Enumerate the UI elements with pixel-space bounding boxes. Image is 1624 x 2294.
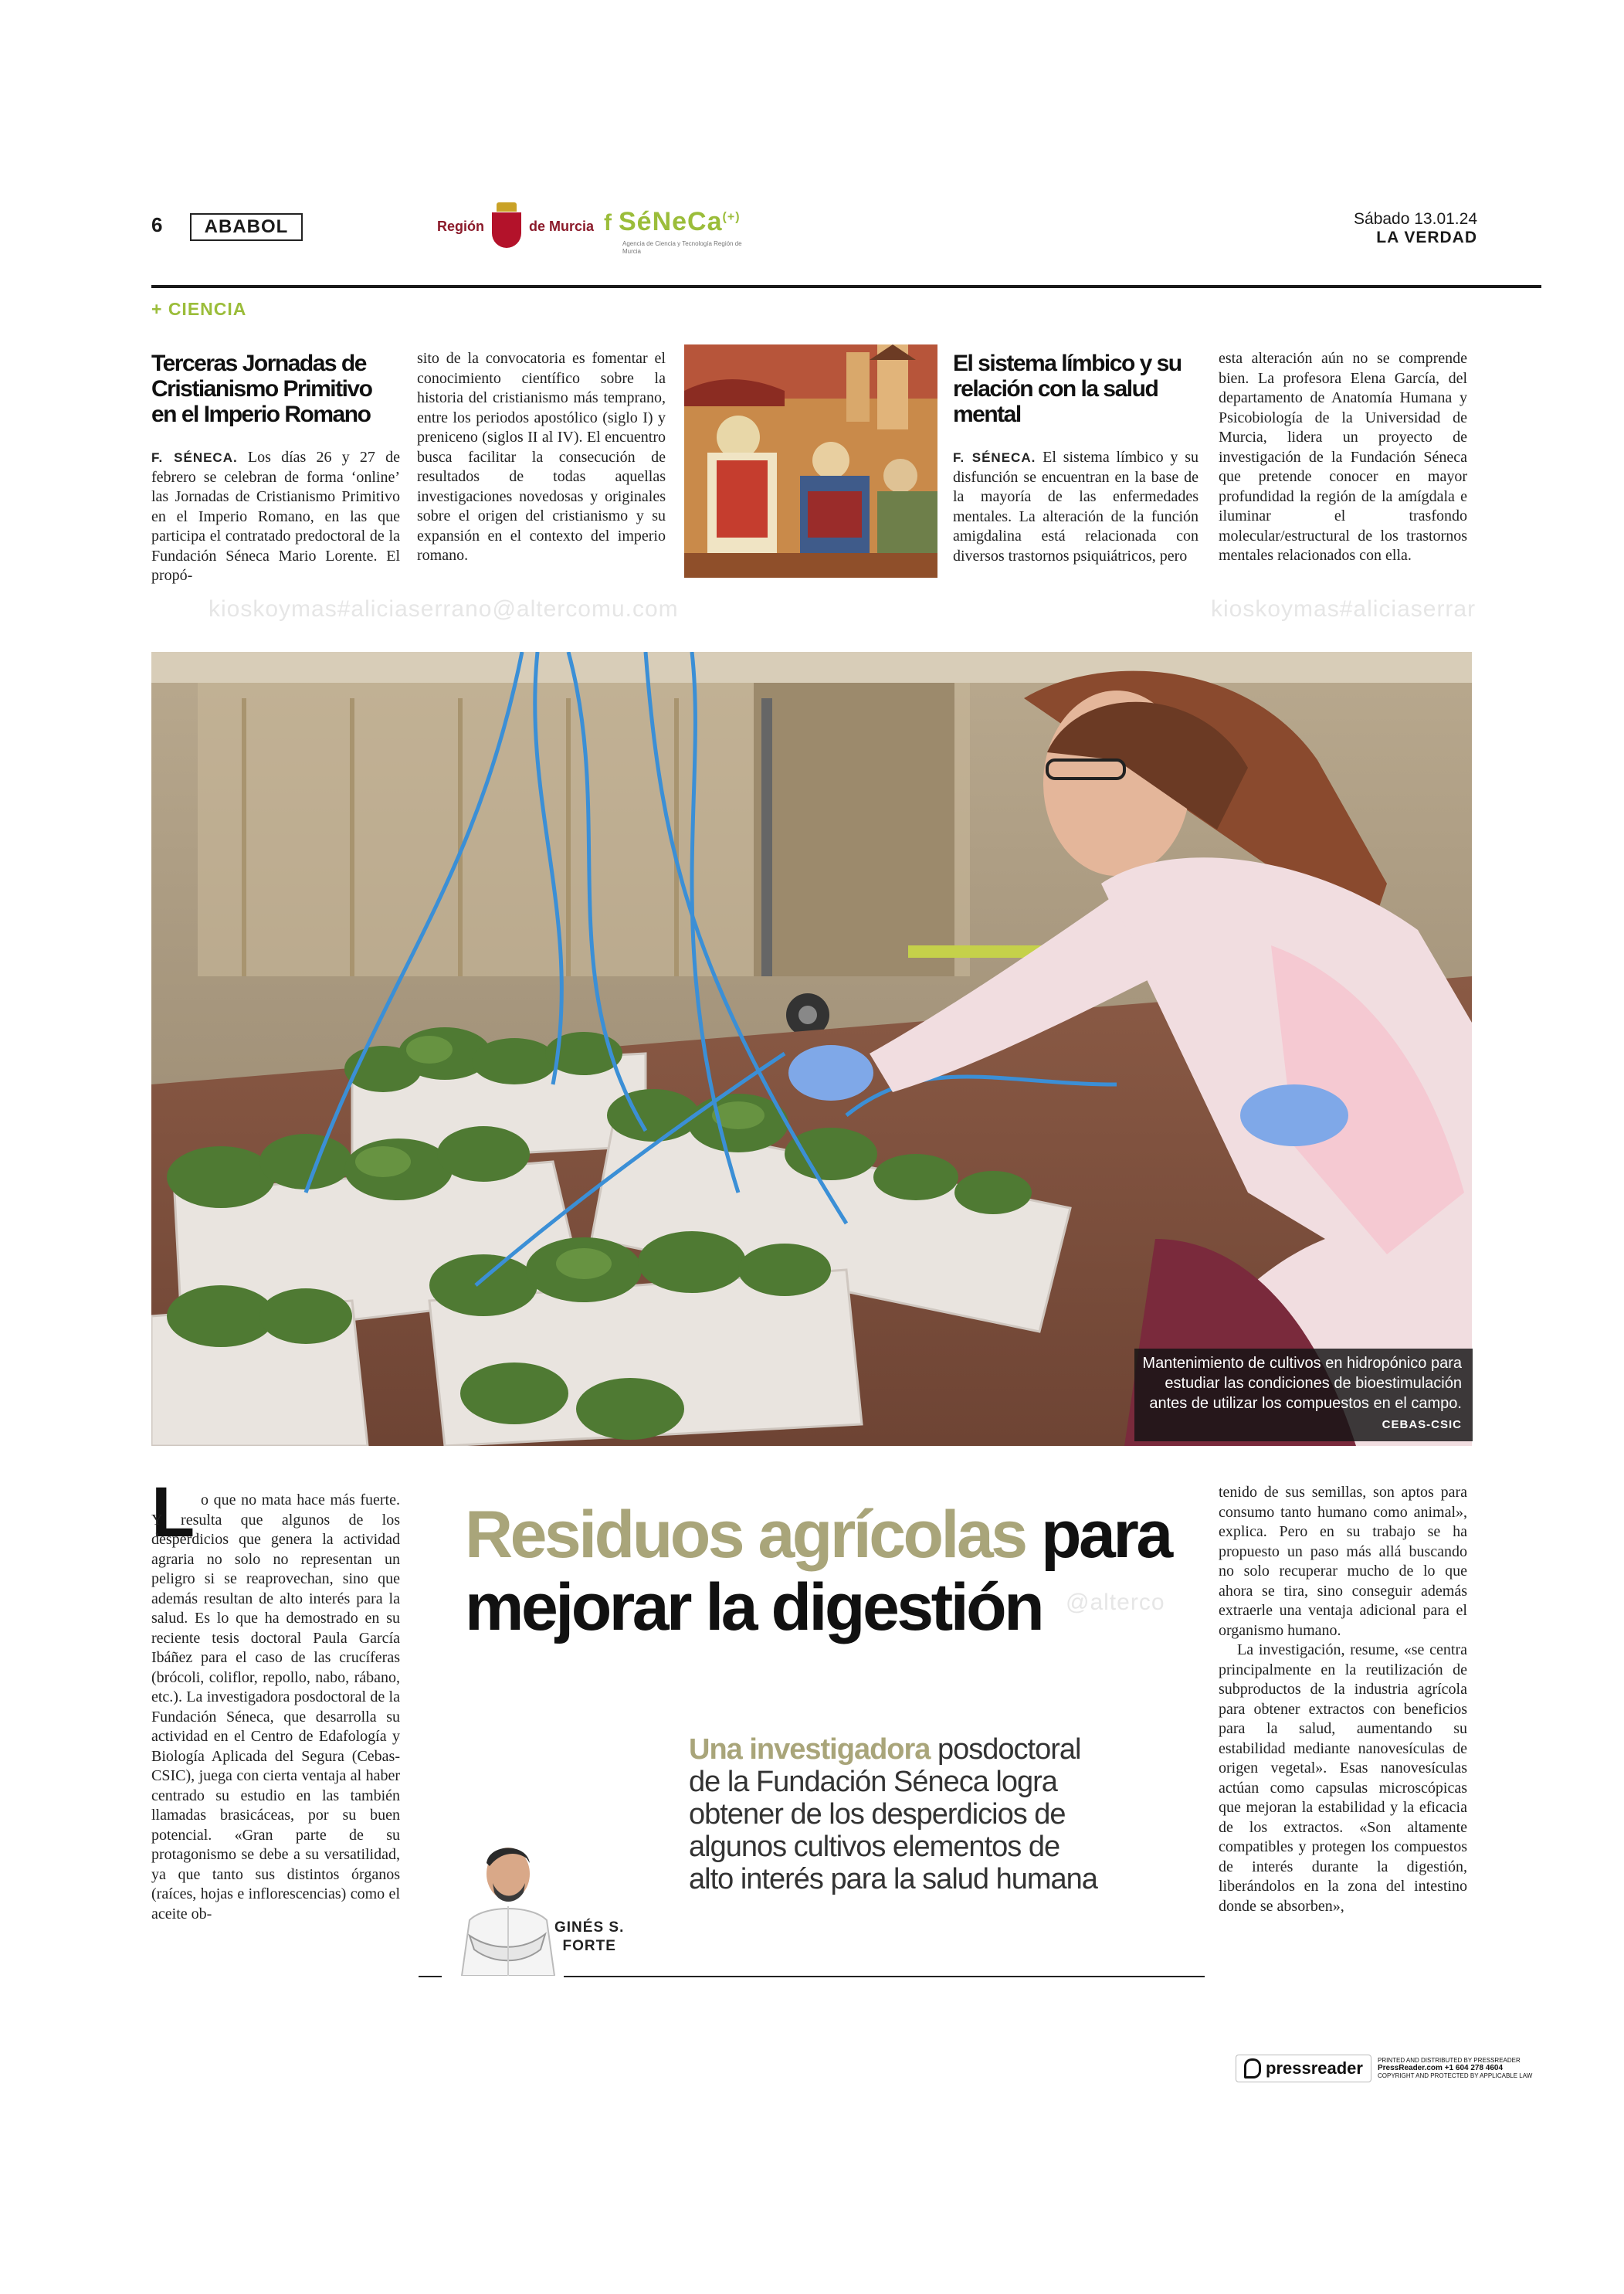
brief-headline: Terceras Jornadas de Cristianismo Primitivo en el Imperio Romano (151, 351, 372, 427)
article-headline (465, 1498, 1206, 1644)
legal-line: PressReader.com +1 604 278 4604 (1377, 2064, 1504, 2072)
newspaper-name: LA VERDAD (1376, 229, 1477, 246)
legal-line: COPYRIGHT AND PROTECTED BY APPLICABLE LAW (1377, 2072, 1533, 2079)
subhead-accent: Una investigadora (689, 1733, 931, 1766)
watermark: @alterco (1066, 1590, 1165, 1615)
photo-caption (1134, 1349, 1473, 1441)
medieval-painting-image (684, 344, 937, 578)
watermark: kioskoymas#aliciaserrar (1211, 596, 1477, 622)
subhead-rest: posdoctoral de la Fundación Séneca logra obtener de los desperdicios de algunos cultivos elementos de alto interés para la salud humana (689, 1733, 1097, 1895)
hydroponic-lab-photo (151, 652, 1472, 1446)
author-line: FORTE (562, 1938, 616, 1954)
headline-rest: para mejorar la digestión (465, 1498, 1171, 1644)
seneca-name: SéNeCa (619, 207, 723, 236)
watermark: kioskoymas#aliciaserrano@altercomu.com (209, 596, 679, 622)
brief-byline: F. SÉNECA. (151, 450, 238, 465)
issue-date (1354, 210, 1477, 247)
seneca-plus: (+) (722, 210, 741, 224)
murcia-crest-icon (492, 202, 521, 250)
brief-column: sito de la convocatoria es fomentar el conocimiento científico sobre la historia del cristianismo más temprano, entre los periodos apostólico (siglo I) y preniceno (siglos II al IV). El encuentro busca facilitar la consecución de resultados de todas aquellas investigaciones novedosas y originales sobre el origen del cristianismo y su expansión en el contexto del imperio romano. (417, 350, 666, 564)
brief-text: Los días 26 y 27 de febrero se celebran de forma ‘online’ las Jornadas de Cristianismo Primitivo en el Imperio Romano, en las que participa el contratado predoctoral de la Fundación Séneca Mario Lorente. El propó- (151, 449, 400, 584)
pressreader-legal (1378, 2057, 1532, 2080)
brief-headline: El sistema límbico y su relación con la salud mental (953, 351, 1182, 427)
pressreader-name: pressreader (1266, 2058, 1363, 2078)
drop-cap: L (151, 1473, 195, 1552)
legal-line: PRINTED AND DISTRIBUTED BY PRESSREADER (1377, 2057, 1521, 2064)
author-line: GINÉS S. (554, 1919, 625, 1936)
brief-text: El sistema límbico y su disfunción se encuentran en la base de la mayoría de las enfermedades mentales. La alteración de la función amigdalina está relacionada con diversos trastornos psiquiátricos, pero (953, 449, 1199, 565)
page-number: 6 (151, 213, 163, 236)
seneca-subtitle: Agencia de Ciencia y Tecnología Región de Murcia (622, 240, 742, 255)
seneca-f-icon: f (604, 210, 612, 236)
headline-accent: Residuos agrícolas (465, 1498, 1026, 1572)
article-paragraph: La investigación, resume, «se centra principalmente en la reutilización de subproductos de la industria agrícola para obtener extractos con beneficios para la salud, aumentando su estabilidad mediante nanovesículas de origen vegetal». Esas nanovesículas actúan como capsulas microscópicas que mejoran la estabilidad y la eficacia de los extractos. «Son altamente compatibles y protegen los compuestos de interés durante la digestión, liberándolos en la zona del intestino donde se absorben», (1219, 1641, 1467, 1915)
region-murcia-logo (437, 202, 594, 250)
caption-text: Mantenimiento de cultivos en hidropónico para estudiar las condiciones de bioestimulación antes de utilizar los compuestos en el campo. (1142, 1355, 1462, 1412)
article-column (1219, 1483, 1467, 1916)
header-rule (151, 285, 1541, 288)
article-column: o que no mata hace más fuerte. Y resulta que algunos de los desperdicios que genera la actividad agraria no solo no representan un peligro si se reaprovechan, sino que además resultan de alto interés para la salud. Es lo que ha demostrado en su reciente tesis doctoral Paula García Ibáñez para el caso de las crucíferas (brócoli, coliflor, repollo, nabo, rábano, etc.). La investigadora posdoctoral de la Fundación Séneca, que desarrolla su actividad en el Centro de Edafología y Biología Aplicada del Segura (Cebas-CSIC), juega con cierta ventaja al haber centrado su estudio en las también llamadas brasicáceas, por su buen potencial. «Gran parte de su protagonismo se debe a su versatilidad, ya que tanto sus distintos órganos (raíces, hojas e inflorescencias) como el aceite ob- (151, 1491, 400, 1922)
brief-column (953, 448, 1199, 566)
author-name (554, 1919, 624, 1956)
brief-column: esta alteración aún no se comprende bien. La profesora Elena García, del departamento de Anatomía Humana y Psicobiología de la Universidad de Murcia, lidera un proyecto de investigación de la Fundación Séneca que pretende conocer en mayor profundidad la región de la amígdala e iluminar el trasfondo molecular/estructural de los trastornos mentales relacionados con ella. (1219, 350, 1467, 564)
section-tag: + CIENCIA (151, 299, 247, 319)
section-label: ABABOL (190, 213, 303, 241)
author-photo (446, 1835, 561, 1976)
logo-murcia-text: de Murcia (529, 218, 595, 234)
article-rule (419, 1976, 442, 1977)
logo-region-text: Región (437, 218, 484, 234)
fundacion-seneca-logo (604, 207, 746, 256)
brief-byline: F. SÉNECA. (953, 450, 1036, 465)
photo-credit: CEBAS-CSIC (1382, 1418, 1462, 1431)
pressreader-footer (1236, 2055, 1532, 2082)
pressreader-badge (1236, 2055, 1371, 2082)
article-paragraph: tenido de sus semillas, son aptos para consumo tanto humano como animal», explica. Pero en su trabajo se ha propuesto un paso más allá buscando no solo recuperar mucho de lo que ahora se tira, sino conseguir además extraerle una ventaja adicional para el organismo humano. (1219, 1484, 1467, 1639)
article-rule (564, 1976, 1205, 1977)
date-text: Sábado 13.01.24 (1354, 210, 1477, 228)
brief-column (151, 448, 400, 586)
article-subhead (689, 1733, 1106, 1895)
pressreader-icon (1244, 2058, 1261, 2079)
